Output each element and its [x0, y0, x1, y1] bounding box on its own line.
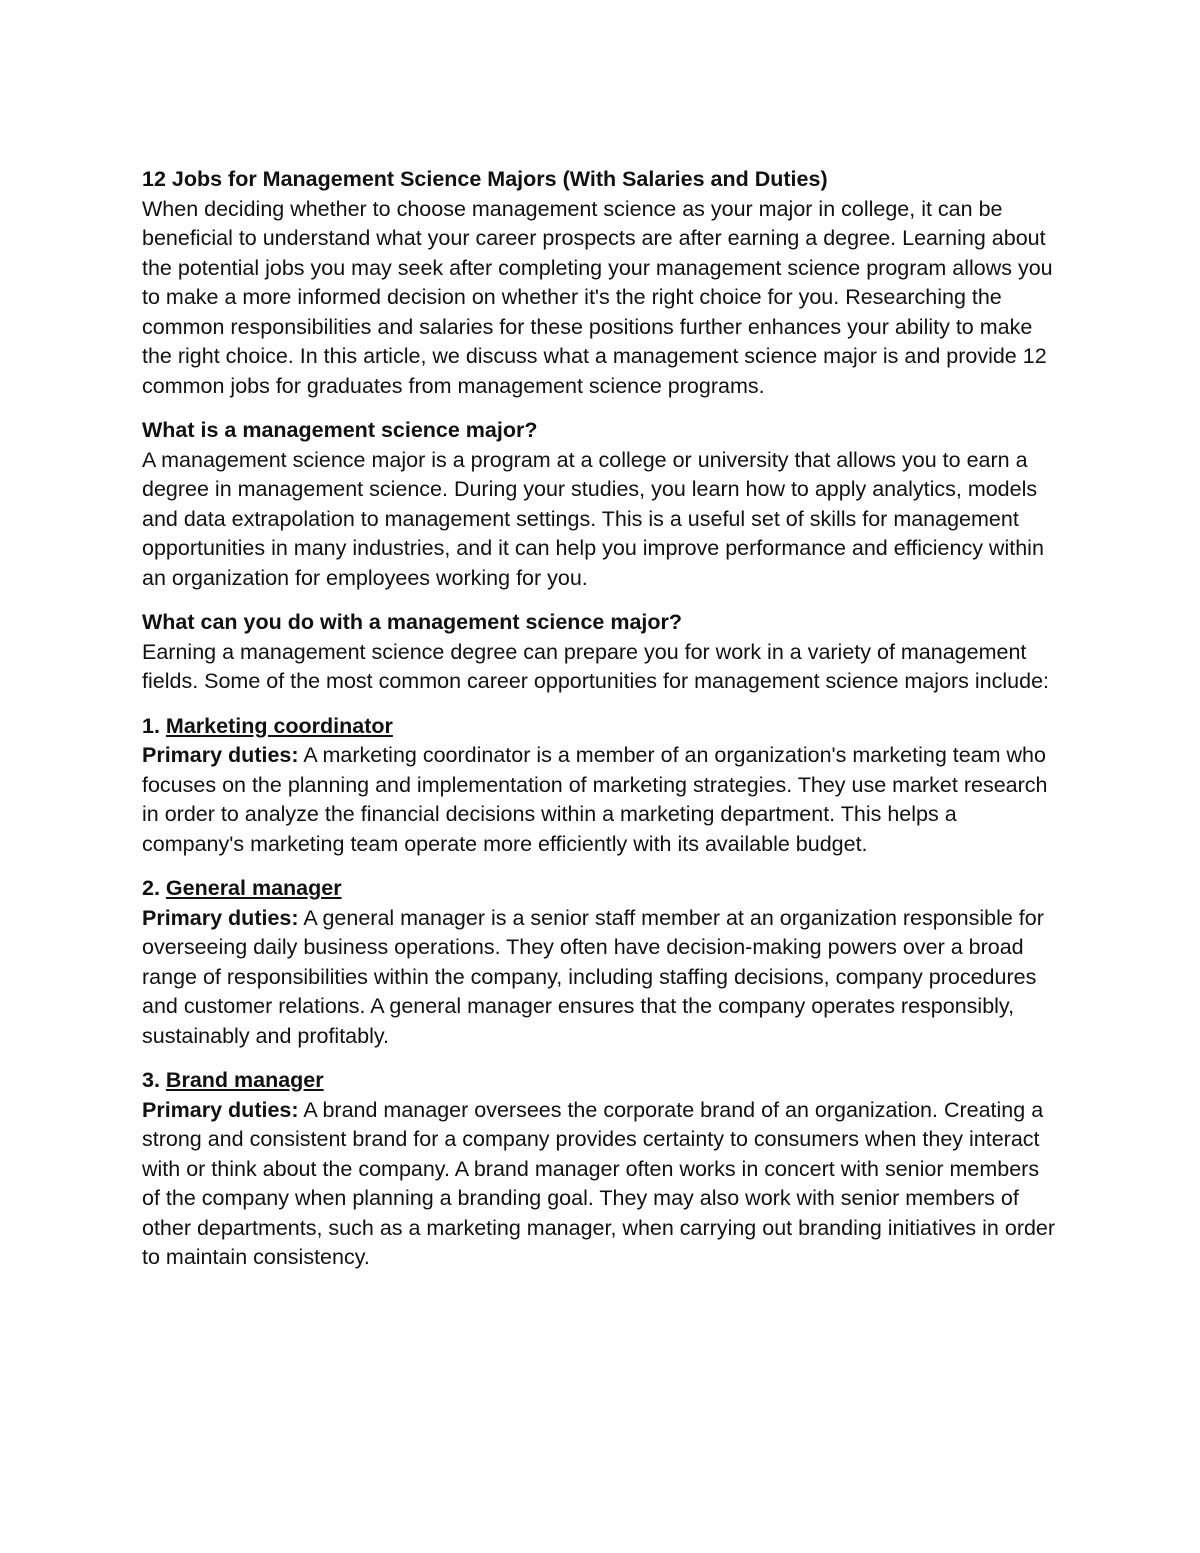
section-body: Earning a management science degree can prepare you for work in a variety of management fields. Some of the most common career opportunities for management science majors include:	[142, 639, 1050, 693]
duties-text: A marketing coordinator is a member of an organization's marketing team who focuses on the planning and implementation of marketing strategies. They use market research in order to analyze the financial decisions within a marketing department. This helps a company's marketing team operate more efficiently with its available budget.	[142, 743, 1048, 856]
job-title-link[interactable]: Marketing coordinator	[165, 713, 393, 738]
job-number: 2.	[142, 876, 160, 900]
job-number: 1.	[142, 713, 160, 738]
job-title-link[interactable]: Brand manager	[165, 1068, 324, 1092]
section-body: A management science major is a program at a college or university that allows you to earn a degree in management science. During your studies, you learn how to apply analytics, models and data extrapolation to management settings. This is a useful set of skills for management opportunities in many industries, and it can help you improve performance and efficiency within an organization for employees working for you.	[142, 447, 1044, 590]
duties-label: Primary duties:	[142, 905, 299, 930]
job-item-brand-manager	[142, 1066, 1062, 1273]
duties-text: A brand manager oversees the corporate brand of an organization. Creating a strong and consistent brand for a company provides certainty to consumers when they interact with or think about the company. A brand manager often works in concert with senior members of the company when planning a branding goal. They may also work with senior members of other departments, such as a marketing manager, when carrying out branding initiatives in order to maintain consistency.	[142, 1097, 1056, 1269]
section-heading: What can you do with a management science major?	[142, 610, 683, 634]
job-heading	[142, 874, 1062, 904]
document-page	[142, 165, 1062, 1288]
duties-label: Primary duties:	[142, 1097, 299, 1122]
intro-block	[142, 165, 1062, 401]
section-heading: What is a management science major?	[142, 418, 538, 442]
job-item-marketing-coordinator	[142, 712, 1062, 860]
job-duties	[142, 741, 1062, 859]
section-what-can-you-do	[142, 608, 1062, 697]
job-item-general-manager	[142, 874, 1062, 1051]
duties-text: A general manager is a senior staff member at an organization responsible for overseeing daily business operations. They often have decision-making powers over a broad range of responsibilities within the company, including staffing decisions, company procedures and customer relations. A general manager ensures that the company operates responsibly, sustainably and profitably.	[142, 905, 1044, 1048]
job-heading	[142, 712, 1062, 742]
job-number: 3.	[142, 1068, 160, 1092]
job-title-link[interactable]: General manager	[165, 876, 342, 900]
job-duties	[142, 904, 1062, 1052]
duties-label: Primary duties:	[142, 743, 299, 767]
section-what-is	[142, 416, 1062, 593]
document-title: 12 Jobs for Management Science Majors (With Salaries and Duties)	[142, 167, 828, 191]
job-duties	[142, 1096, 1062, 1273]
job-heading	[142, 1066, 1062, 1096]
intro-paragraph: When deciding whether to choose management science as your major in college, it can be beneficial to understand what your career prospects are after earning a degree. Learning about the potential jobs you may seek after completing your management science program allows you to make a more informed decision on whether it's the right choice for you. Researching the common responsibilities and salaries for these positions further enhances your ability to make the right choice. In this article, we discuss what a management science major is and provide 12 common jobs for graduates from management science programs.	[142, 196, 1053, 398]
